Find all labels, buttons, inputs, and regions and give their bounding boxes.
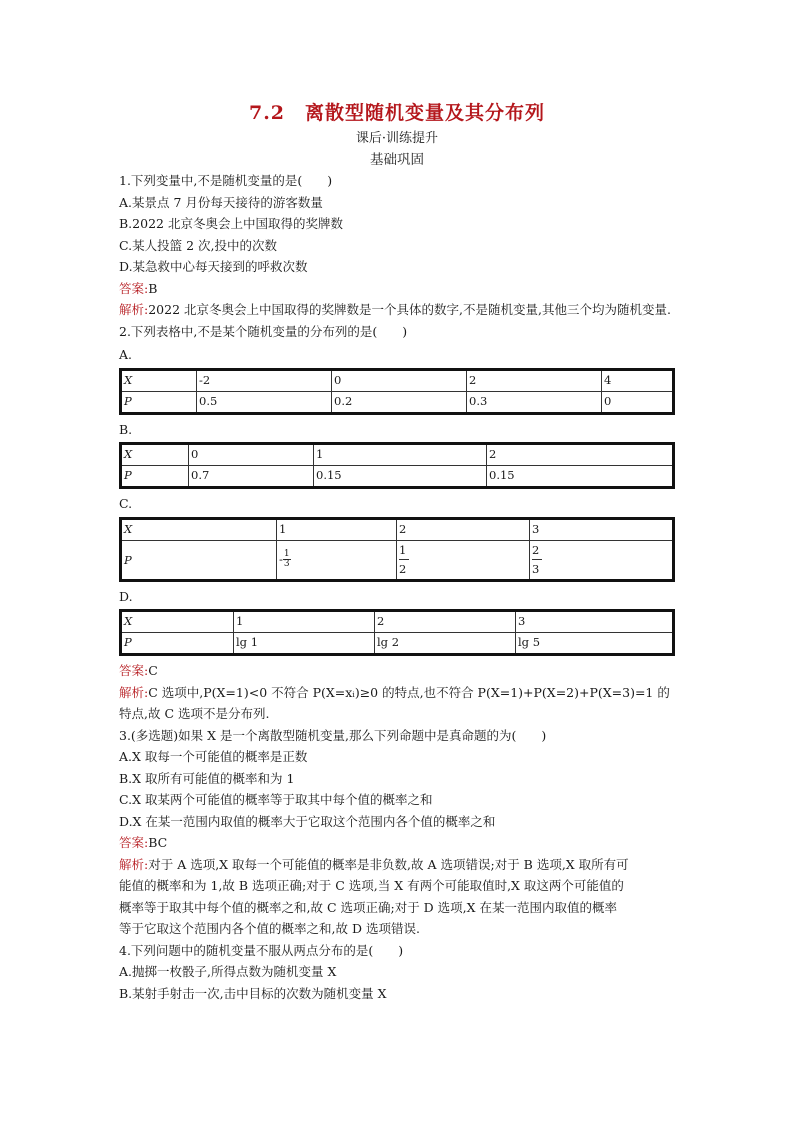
content-body: [119, 170, 679, 1004]
answer-label: 答案:: [119, 835, 149, 850]
answer-value: B: [148, 280, 158, 296]
table-cell: 3: [516, 611, 674, 633]
q2-table-c: [119, 517, 675, 582]
q1-option-c: C.某人投篮 2 次,投中的次数: [119, 237, 277, 253]
q3-answer: [119, 832, 679, 854]
table-p-header: P: [121, 633, 234, 655]
q3-option-c: C.X 取某两个可能值的概率等于取其中每个值的概率之和: [119, 792, 433, 807]
q2-table-b-label: B.: [119, 421, 133, 437]
table-p-header: P: [121, 466, 189, 488]
table-cell: 0.7: [189, 466, 314, 488]
table-cell: 2: [487, 444, 674, 466]
fraction-denominator: 3: [532, 561, 540, 576]
table-x-header: X: [121, 518, 277, 540]
table-p-header: P: [121, 540, 277, 580]
page-title: 7.2 离散型随机变量及其分布列: [248, 102, 546, 124]
q3-stem: 3.(多选题)如果 X 是一个离散型随机变量,那么下列命题中是真命题的为( ): [119, 727, 547, 743]
fraction-sign: -: [279, 551, 283, 566]
q2-table-b: [119, 442, 675, 489]
table-cell: 0: [602, 391, 674, 413]
q2-stem: 2.下列表格中,不是某个随机变量的分布列的是( ): [119, 323, 408, 339]
q2-table-c-label: C.: [119, 496, 133, 511]
q1-answer: [119, 278, 679, 300]
table-cell: 0.5: [197, 391, 332, 413]
table-cell: -2: [197, 369, 332, 391]
q1-option-a: A.某景点 7 月份每天接待的游客数量: [119, 194, 323, 210]
page-subtitle: 课后·训练提升: [355, 131, 439, 146]
table-cell: 2: [375, 611, 516, 633]
answer-value: BC: [148, 835, 168, 850]
q4-stem: 4.下列问题中的随机变量不服从两点分布的是( ): [119, 942, 404, 958]
fraction-denominator: 3: [283, 559, 290, 570]
table-cell: 0.15: [487, 466, 674, 488]
fraction: [283, 550, 291, 569]
analysis-text: 2022 北京冬奥会上中国取得的奖牌数是一个具体的数字,不是随机变量,其他三个均为随机变量.: [148, 302, 671, 317]
q2-analysis-line-2: 特点,故 C 选项不是分布列.: [119, 706, 270, 721]
fraction-denominator: 2: [399, 561, 407, 576]
analysis-label: 解析:: [119, 856, 149, 872]
answer-label: 答案:: [119, 280, 149, 296]
table-cell: 0: [332, 369, 467, 391]
q1-analysis: [119, 299, 679, 321]
answer-label: 答案:: [119, 663, 149, 678]
q2-table-d: [119, 609, 675, 656]
table-cell: 0.2: [332, 391, 467, 413]
q3-option-a: A.X 取每一个可能值的概率是正数: [119, 749, 308, 764]
fraction-numerator: 1: [399, 541, 409, 560]
table-cell: 0: [189, 444, 314, 466]
q2-answer: [119, 660, 679, 682]
answer-value: C: [148, 663, 158, 678]
table-cell: 1: [277, 518, 397, 540]
q4-option-b: B.某射手射击一次,击中目标的次数为随机变量 X: [119, 985, 387, 1001]
q2-analysis-line-1: [119, 682, 679, 704]
table-x-header: X: [121, 369, 197, 391]
q3-analysis-line-2: 能值的概率和为 1,故 B 选项正确;对于 C 选项,当 X 有两个可能取值时,X 取这两个可能值的: [119, 878, 624, 893]
q1-option-d: D.某急救中心每天接到的呼救次数: [119, 259, 308, 274]
fraction-numerator: 2: [532, 541, 542, 560]
fraction-numerator: 1: [283, 549, 290, 560]
table-cell: 0.15: [314, 466, 487, 488]
q1-option-b: B.2022 北京冬奥会上中国取得的奖牌数: [119, 216, 343, 231]
q3-analysis-line-4: 等于它取这个范围内各个值的概率之和,故 D 选项错误.: [119, 921, 420, 936]
analysis-label: 解析:: [119, 684, 149, 700]
table-cell: 1: [234, 611, 375, 633]
analysis-label: 解析:: [119, 302, 149, 317]
table-cell: 3: [530, 518, 674, 540]
table-cell-fraction: [530, 540, 674, 580]
q1-stem: 1.下列变量中,不是随机变量的是( ): [119, 173, 333, 188]
q2-table-a-label: A.: [119, 347, 133, 362]
q3-option-b: B.X 取所有可能值的概率和为 1: [119, 770, 295, 786]
q2-table-a: [119, 368, 675, 415]
table-cell: lg 1: [234, 633, 375, 655]
q4-option-a: A.抛掷一枚骰子,所得点数为随机变量 X: [119, 964, 337, 979]
table-cell: 4: [602, 369, 674, 391]
table-cell: 1: [314, 444, 487, 466]
table-cell: 0.3: [467, 391, 602, 413]
table-cell: lg 2: [375, 633, 516, 655]
table-cell-fraction: [397, 540, 530, 580]
q3-analysis-line-1: [119, 854, 679, 876]
table-cell: lg 5: [516, 633, 674, 655]
q3-analysis-line-3: 概率等于取其中每个值的概率之和,故 C 选项正确;对于 D 选项,X 在某一范围内取值的概率: [119, 899, 618, 915]
analysis-text: C 选项中,P(X=1)<0 不符合 P(X=xᵢ)≥0 的特点,也不符合 P(X=1)+P(X=2)+P(X=3)=1 的: [148, 684, 670, 700]
table-x-header: X: [121, 444, 189, 466]
q2-table-d-label: D.: [119, 588, 133, 604]
section-heading: 基础巩固: [370, 152, 424, 168]
table-p-header: P: [121, 391, 197, 413]
q3-option-d: D.X 在某一范围内取值的概率大于它取这个范围内各个值的概率之和: [119, 813, 496, 829]
analysis-text: 对于 A 选项,X 取每一个可能值的概率是非负数,故 A 选项错误;对于 B 选项,X 取所有可: [148, 856, 629, 872]
table-x-header: X: [121, 611, 234, 633]
table-cell: 2: [397, 518, 530, 540]
table-cell: 2: [467, 369, 602, 391]
table-cell-fraction: [277, 540, 397, 580]
